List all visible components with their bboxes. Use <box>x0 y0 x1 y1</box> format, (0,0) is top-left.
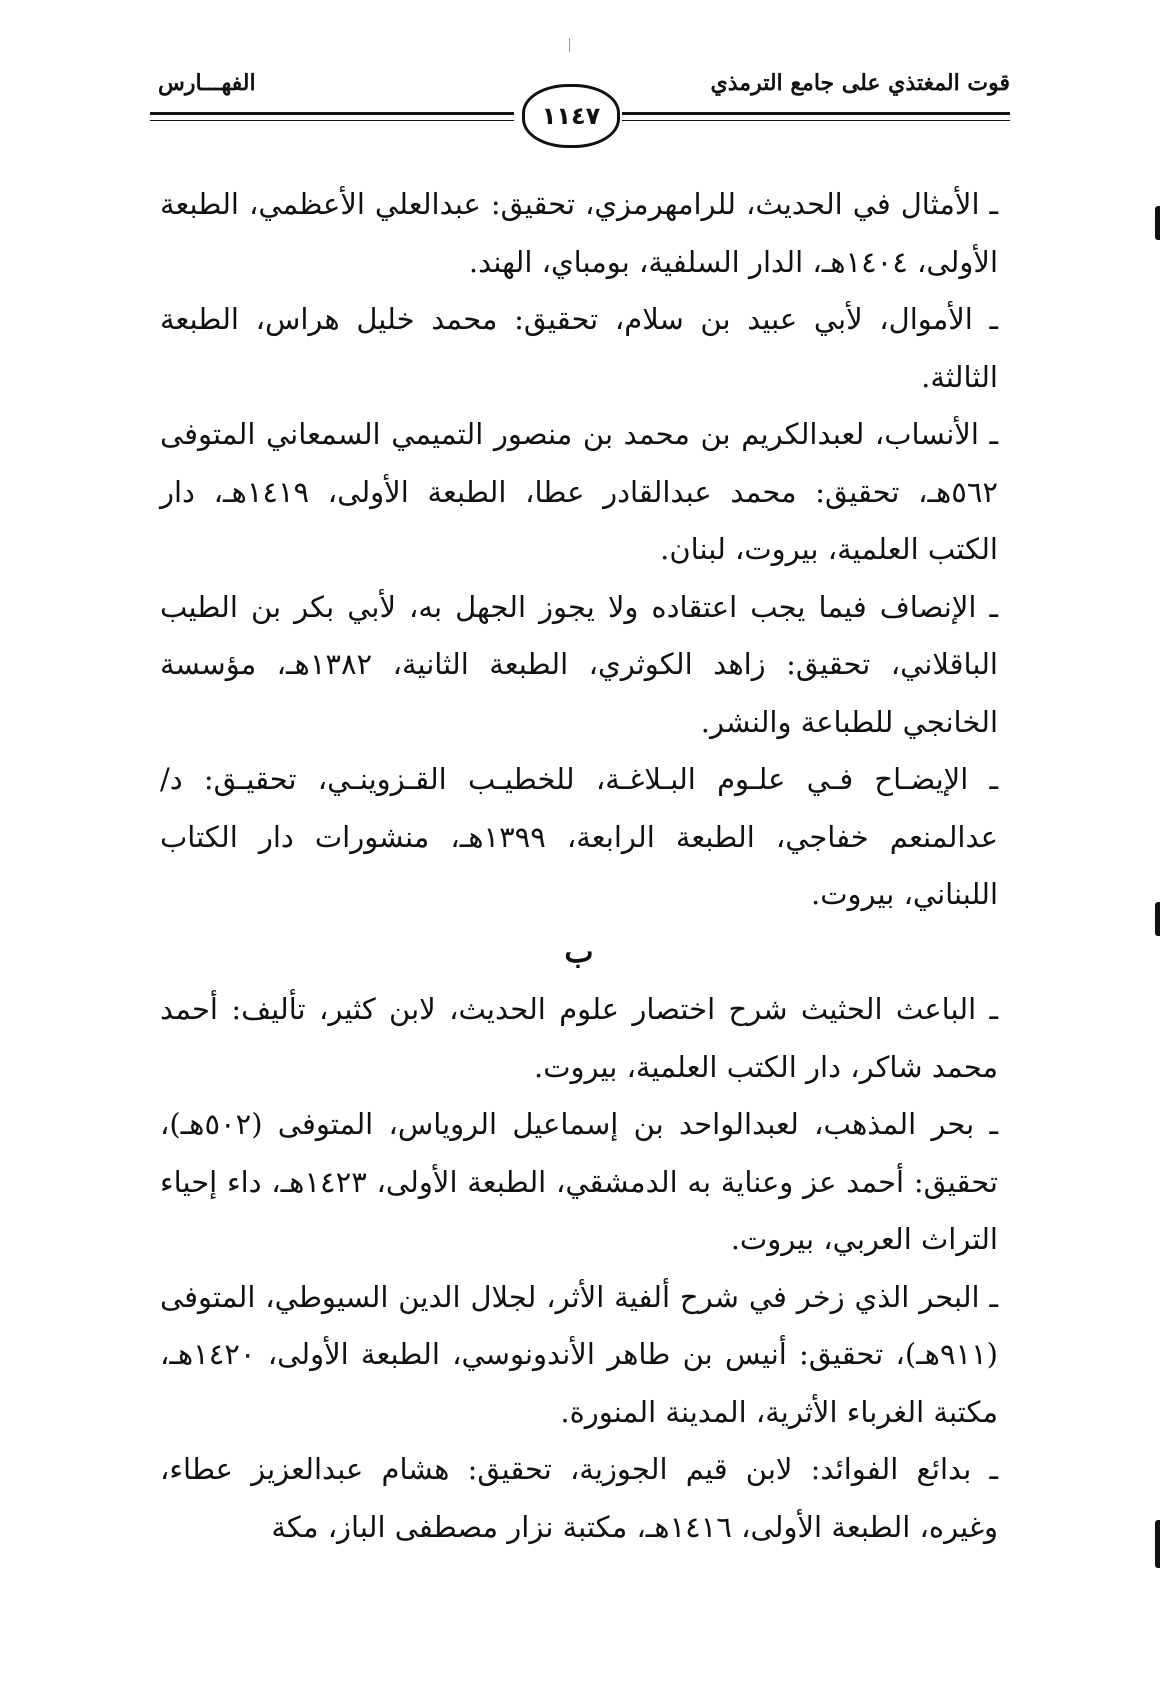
bibliography-entry: ـ الأمثال في الحديث، للرامهرمزي، تحقيق: عبدالعلي الأعظمي، الطبعة الأولى، ١٤٠٤هـ، الدار السلفية، بومباي، الهند. <box>160 187 998 279</box>
bibliography-entry: ـ بحر المذهب، لعبدالواحد بن إسماعيل الروياس، المتوفى (٥٠٢هـ)، تحقيق: أحمد عز وعناية به الدمشقي، الطبعة الأولى، ١٤٢٣هـ، داء إحياء التراث العربي، بيروت. <box>160 1107 999 1256</box>
scan-edge-mark <box>1155 1520 1160 1568</box>
section-letter-heading: ب <box>564 933 594 970</box>
running-head-book-title: قوت المغتذي على جامع الترمذي <box>710 70 1010 96</box>
running-head-section-title: الفهـــارس <box>158 70 256 96</box>
page-number: ١١٤٧ <box>541 102 601 130</box>
bibliography-entry: ـ بدائع الفوائد: لابن قيم الجوزية، تحقيق: هشام عبدالعزيز عطاء، وغيره، الطبعة الأولى، ١٤١٦هـ، مكتبة نزار مصطفى الباز، مكة <box>160 1452 998 1544</box>
bibliography-entry: ـ الإيضـاح فـي علـوم البـلاغـة، للخطيـب القـزوينـي، تحقيـق: د/عدالمنعم خفاجي، الطبعة الرابعة، ١٣٩٩هـ، منشورات دار الكتاب اللبناني، بيروت. <box>160 762 998 911</box>
header-rule-left-bottom <box>150 120 514 121</box>
page-header <box>150 64 1010 154</box>
bibliography-entry: ـ الأموال، لأبي عبيد بن سلام، تحقيق: محمد خليل هراس، الطبعة الثالثة. <box>160 302 998 394</box>
bibliography-body <box>160 176 998 1556</box>
page-number-badge <box>522 84 620 148</box>
scan-edge-mark <box>1155 206 1160 240</box>
header-rule-right-bottom <box>622 120 1010 121</box>
bibliography-entry: ـ الإنصاف فيما يجب اعتقاده ولا يجوز الجهل به، لأبي بكر بن الطيب الباقلاني، تحقيق: زاهد الكوثري، الطبعة الثانية، ١٣٨٢هـ، مؤسسة الخانجي للطباعة والنشر. <box>160 589 998 739</box>
bibliography-entry: ـ البحر الذي زخر في شرح ألفية الأثر، لجلال الدين السيوطي، المتوفى (٩١١هـ)، تحقيق: أنيس بن طاهر الأندونوسي، الطبعة الأولى، ١٤٢٠هـ، مكتبة الغرباء الأثرية، المدينة المنورة. <box>160 1279 998 1429</box>
scan-mark <box>569 38 570 52</box>
scan-edge-mark <box>1155 902 1160 936</box>
header-rule-left-top <box>150 112 514 115</box>
bibliography-entry: ـ الباعث الحثيث شرح اختصار علوم الحديث، لابن كثير، تأليف: أحمد محمد شاكر، دار الكتب العلمية، بيروت. <box>160 992 998 1084</box>
header-rule-right-top <box>622 112 1010 115</box>
bibliography-entry: ـ الأنساب، لعبدالكريم بن محمد بن منصور التميمي السمعاني المتوفى ٥٦٢هـ، تحقيق: محمد عبدالقادر عطا، الطبعة الأولى، ١٤١٩هـ، دار الكتب العلمية، بيروت، لبنان. <box>160 417 998 566</box>
